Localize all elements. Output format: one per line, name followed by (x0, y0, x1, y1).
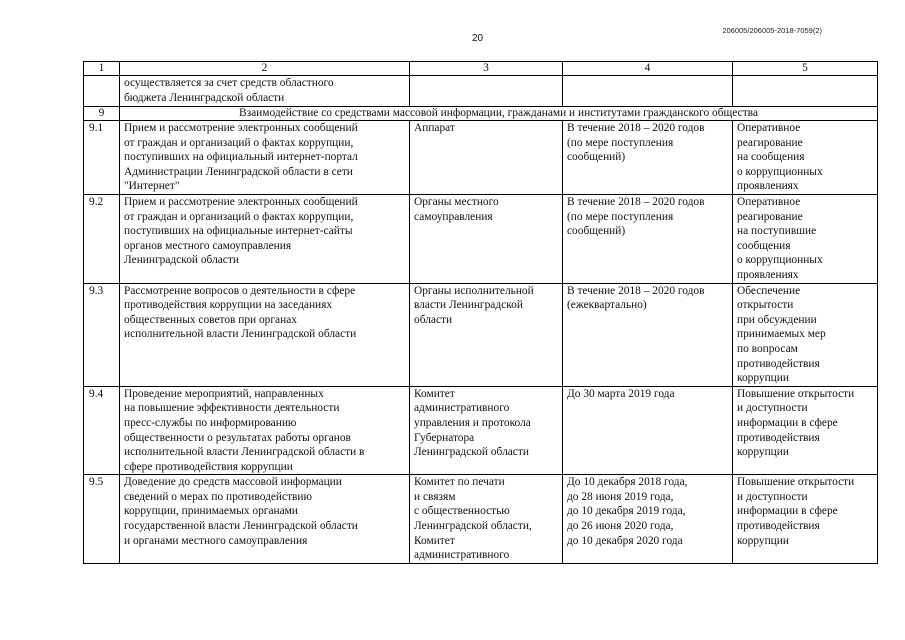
deadline-cell: В течение 2018 – 2020 годов (ежеквартально) (563, 283, 733, 386)
result-cell: Оперативное реагирование на поступившие сообщения о коррупционных проявлениях (733, 195, 878, 284)
column-number-cell: 2 (120, 62, 410, 76)
continuation-row (84, 76, 878, 107)
section-title: Взаимодействие со средствами массовой информации, гражданами и институтами гражданского общества (120, 107, 878, 121)
section-number: 9 (84, 107, 120, 121)
executor-cell (410, 76, 563, 107)
table-row (84, 386, 878, 475)
result-cell: Повышение открытости и доступности информации в сфере противодействия коррупции (733, 475, 878, 564)
measure-cell: Доведение до средств массовой информации сведений о мерах по противодействию коррупции, принимаемых органами государственной власти Ленинградской области и органами местного самоуправления (120, 475, 410, 564)
table-row (84, 475, 878, 564)
executor-cell: Комитет административного управления и протокола Губернатора Ленинградской области (410, 386, 563, 475)
deadline-cell (563, 76, 733, 107)
table-row (84, 195, 878, 284)
column-number-cell: 1 (84, 62, 120, 76)
deadline-cell: В течение 2018 – 2020 годов (по мере поступления сообщений) (563, 121, 733, 195)
measures-table (83, 61, 878, 564)
table-row (84, 283, 878, 386)
deadline-cell: До 30 марта 2019 года (563, 386, 733, 475)
column-number-cell: 3 (410, 62, 563, 76)
item-number: 9.4 (84, 386, 120, 475)
measure-cell: Прием и рассмотрение электронных сообщений от граждан и организаций о фактах коррупции, поступивших на официальные интернет-сайты органов местного самоуправления Ленинградской области (120, 195, 410, 284)
column-number-cell: 4 (563, 62, 733, 76)
page-number: 20 (472, 33, 484, 44)
column-number-row (84, 62, 878, 76)
item-number (84, 76, 120, 107)
item-number: 9.3 (84, 283, 120, 386)
executor-cell: Органы местного самоуправления (410, 195, 563, 284)
measure-cell: осуществляется за счет средств областного бюджета Ленинградской области (120, 76, 410, 107)
item-number: 9.1 (84, 121, 120, 195)
result-cell: Оперативное реагирование на сообщения о коррупционных проявлениях (733, 121, 878, 195)
measure-cell: Прием и рассмотрение электронных сообщений от граждан и организаций о фактах коррупции, поступивших на официальный интернет-портал Администрации Ленинградской области в сети "Интернет" (120, 121, 410, 195)
result-cell: Повышение открытости и доступности информации в сфере противодействия коррупции (733, 386, 878, 475)
deadline-cell: До 10 декабря 2018 года, до 28 июня 2019 года, до 10 декабря 2019 года, до 26 июня 2020 года, до 10 декабря 2020 года (563, 475, 733, 564)
executor-cell: Аппарат (410, 121, 563, 195)
result-cell: Обеспечение открытости при обсуждении принимаемых мер по вопросам противодействия коррупции (733, 283, 878, 386)
column-number-cell: 5 (733, 62, 878, 76)
deadline-cell: В течение 2018 – 2020 годов (по мере поступления сообщений) (563, 195, 733, 284)
item-number: 9.2 (84, 195, 120, 284)
document-id: 206005/206005-2018-7059(2) (722, 26, 822, 35)
executor-cell: Органы исполнительной власти Ленинградской области (410, 283, 563, 386)
measure-cell: Рассмотрение вопросов о деятельности в сфере противодействия коррупции на заседаниях общественных советов при органах исполнительной власти Ленинградской области (120, 283, 410, 386)
table-row (84, 121, 878, 195)
executor-cell: Комитет по печати и связям с общественностью Ленинградской области, Комитет административного (410, 475, 563, 564)
item-number: 9.5 (84, 475, 120, 564)
result-cell (733, 76, 878, 107)
measure-cell: Проведение мероприятий, направленных на повышение эффективности деятельности пресс-службы по информированию общественности о результатах работы органов исполнительной власти Ленинградской области в сфере противодействия коррупции (120, 386, 410, 475)
section-heading-row (84, 107, 878, 121)
